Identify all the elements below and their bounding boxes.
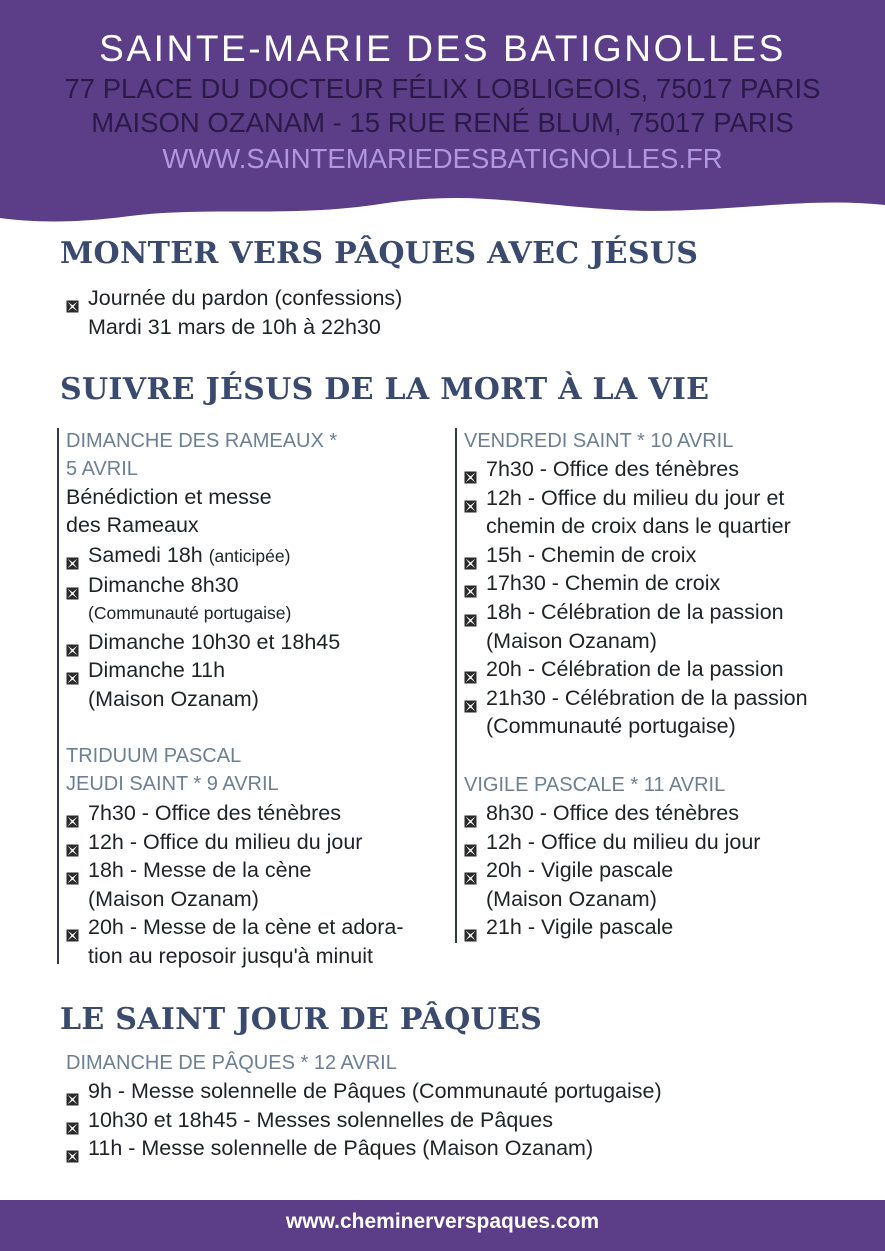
cross-pattee-icon <box>464 606 477 619</box>
column-divider-left <box>57 428 59 964</box>
list-item <box>462 598 808 655</box>
church-name: SAINTE-MARIE DES BATIGNOLLES <box>99 28 786 69</box>
cross-pattee-icon <box>66 579 79 592</box>
list-item-continuation: (Maison Ozanam) <box>486 886 657 911</box>
list-item <box>462 856 760 913</box>
list-vendredi-saint <box>462 455 808 741</box>
cross-pattee-icon <box>66 292 79 305</box>
list-item-continuation: tion au reposoir jusqu'à minuit <box>88 943 373 968</box>
cross-pattee-icon <box>66 836 79 849</box>
header-banner <box>0 0 885 232</box>
list-item <box>64 799 404 828</box>
list-item-text: 20h - Célébration de la passion <box>486 657 784 682</box>
church-address: 77 PLACE DU DOCTEUR FÉLIX LOBLIGEOIS, 75017 PARIS <box>64 73 821 104</box>
cross-pattee-icon <box>464 577 477 590</box>
cross-pattee-icon <box>464 463 477 476</box>
list-item-continuation: (Maison Ozanam) <box>88 686 259 711</box>
maison-ozanam-address: MAISON OZANAM - 15 RUE RENÉ BLUM, 75017 PARIS <box>91 107 794 138</box>
cross-pattee-icon <box>66 1085 79 1098</box>
list-item <box>64 913 404 970</box>
list-item-text: 12h - Office du milieu du jour et <box>486 485 785 510</box>
list-item <box>462 655 808 684</box>
list-item-text: 9h - Messe solennelle de Pâques (Communauté portugaise) <box>88 1079 662 1103</box>
cross-pattee-icon <box>66 1114 79 1127</box>
cross-pattee-icon <box>66 549 79 562</box>
list-item-text: 18h - Célébration de la passion <box>486 599 784 624</box>
list-item-note: (anticipée) <box>208 546 291 566</box>
list-item <box>462 541 808 570</box>
vendredi-saint-heading: VENDREDI SAINT * 10 AVRIL <box>464 430 734 452</box>
list-item <box>462 684 808 741</box>
list-item-continuation: (Maison Ozanam) <box>486 628 657 653</box>
rameaux-date: 5 AVRIL <box>66 458 138 480</box>
list-pardon <box>64 284 402 341</box>
footer-bar <box>0 1200 885 1251</box>
rameaux-desc-line1: Bénédiction et messe <box>66 485 272 509</box>
list-item <box>462 913 760 942</box>
cross-pattee-icon <box>66 664 79 677</box>
list-item-text: Dimanche 8h30 <box>88 572 239 597</box>
list-item <box>462 455 808 484</box>
list-vigile-pascale <box>462 799 760 942</box>
cross-pattee-icon <box>66 636 79 649</box>
list-paques <box>64 1077 662 1163</box>
list-item-text: 7h30 - Office des ténèbres <box>486 457 739 481</box>
cross-pattee-icon <box>464 807 477 820</box>
list-item <box>64 571 340 628</box>
list-jeudi-saint <box>64 799 404 971</box>
paques-heading: DIMANCHE DE PÂQUES * 12 AVRIL <box>66 1052 397 1074</box>
list-item-text: 20h - Messe de la cène et adora- <box>88 915 404 940</box>
list-item-text: 15h - Chemin de croix <box>486 542 697 567</box>
website-link[interactable]: WWW.SAINTEMARIEDESBATIGNOLLES.FR <box>162 143 723 174</box>
list-item-text: 7h30 - Office des ténèbres <box>88 801 341 825</box>
list-item <box>462 569 808 598</box>
list-item-text: 17h30 - Chemin de croix <box>486 571 721 596</box>
cross-pattee-icon <box>464 549 477 562</box>
list-item-continuation: Mardi 31 mars de 10h à 22h30 <box>88 314 381 339</box>
list-item-text: 21h - Vigile pascale <box>486 915 674 940</box>
vigile-pascale-heading: VIGILE PASCALE * 11 AVRIL <box>464 774 726 796</box>
list-item-text: 8h30 - Office des ténèbres <box>486 801 739 825</box>
list-item-text: Journée du pardon (confessions) <box>88 286 403 310</box>
triduum-heading: TRIDUUM PASCAL <box>66 745 242 767</box>
list-item-continuation: (Communauté portugaise) <box>486 714 736 739</box>
list-item-text: 11h - Messe solennelle de Pâques (Maison Ozanam) <box>88 1136 594 1161</box>
list-rameaux <box>64 541 340 714</box>
list-item <box>462 484 808 541</box>
list-item <box>64 856 404 913</box>
cross-pattee-icon <box>464 836 477 849</box>
section-title-paques: LE SAINT JOUR DE PÂQUES <box>60 1002 543 1037</box>
section-title-monter: MONTER VERS PÂQUES AVEC JÉSUS <box>60 236 699 271</box>
list-item-continuation: (Communauté portugaise) <box>88 603 292 624</box>
cross-pattee-icon <box>66 864 79 877</box>
list-item-text: 20h - Vigile pascale <box>486 858 674 883</box>
list-item-continuation: chemin de croix dans le quartier <box>486 514 791 539</box>
cross-pattee-icon <box>464 864 477 877</box>
column-divider-right <box>455 428 457 943</box>
list-item-text: 12h - Office du milieu du jour <box>88 829 363 854</box>
list-item-text: Samedi 18h <box>88 543 203 567</box>
footer-website-link[interactable]: www.cheminerverspaques.com <box>285 1210 600 1233</box>
list-item-text: 18h - Messe de la cène <box>88 858 312 883</box>
list-item <box>64 656 340 713</box>
cross-pattee-icon <box>464 692 477 705</box>
cross-pattee-icon <box>66 1142 79 1155</box>
section-title-suivre: SUIVRE JÉSUS DE LA MORT À LA VIE <box>60 372 710 407</box>
list-item <box>64 1134 662 1163</box>
list-item-text: 21h30 - Célébration de la passion <box>486 685 808 710</box>
list-item <box>64 541 340 571</box>
list-item <box>64 1106 662 1135</box>
cross-pattee-icon <box>66 921 79 934</box>
cross-pattee-icon <box>66 807 79 820</box>
list-item <box>64 828 404 857</box>
list-item <box>462 799 760 828</box>
cross-pattee-icon <box>464 663 477 676</box>
list-item-text: Dimanche 11h <box>88 658 226 683</box>
list-item <box>64 628 340 657</box>
cross-pattee-icon <box>464 492 477 505</box>
list-item-text: 10h30 et 18h45 - Messes solennelles de Pâques <box>88 1107 553 1132</box>
list-item <box>64 284 402 341</box>
list-item <box>462 828 760 857</box>
rameaux-heading: DIMANCHE DES RAMEAUX * <box>66 430 338 452</box>
list-item-text: Dimanche 10h30 et 18h45 <box>88 629 341 654</box>
list-item-continuation: (Maison Ozanam) <box>88 886 259 911</box>
rameaux-desc-line2: des Rameaux <box>66 513 199 537</box>
jeudi-saint-heading: JEUDI SAINT * 9 AVRIL <box>66 773 279 795</box>
cross-pattee-icon <box>464 921 477 934</box>
list-item-text: 12h - Office du milieu du jour <box>486 829 761 854</box>
list-item <box>64 1077 662 1106</box>
